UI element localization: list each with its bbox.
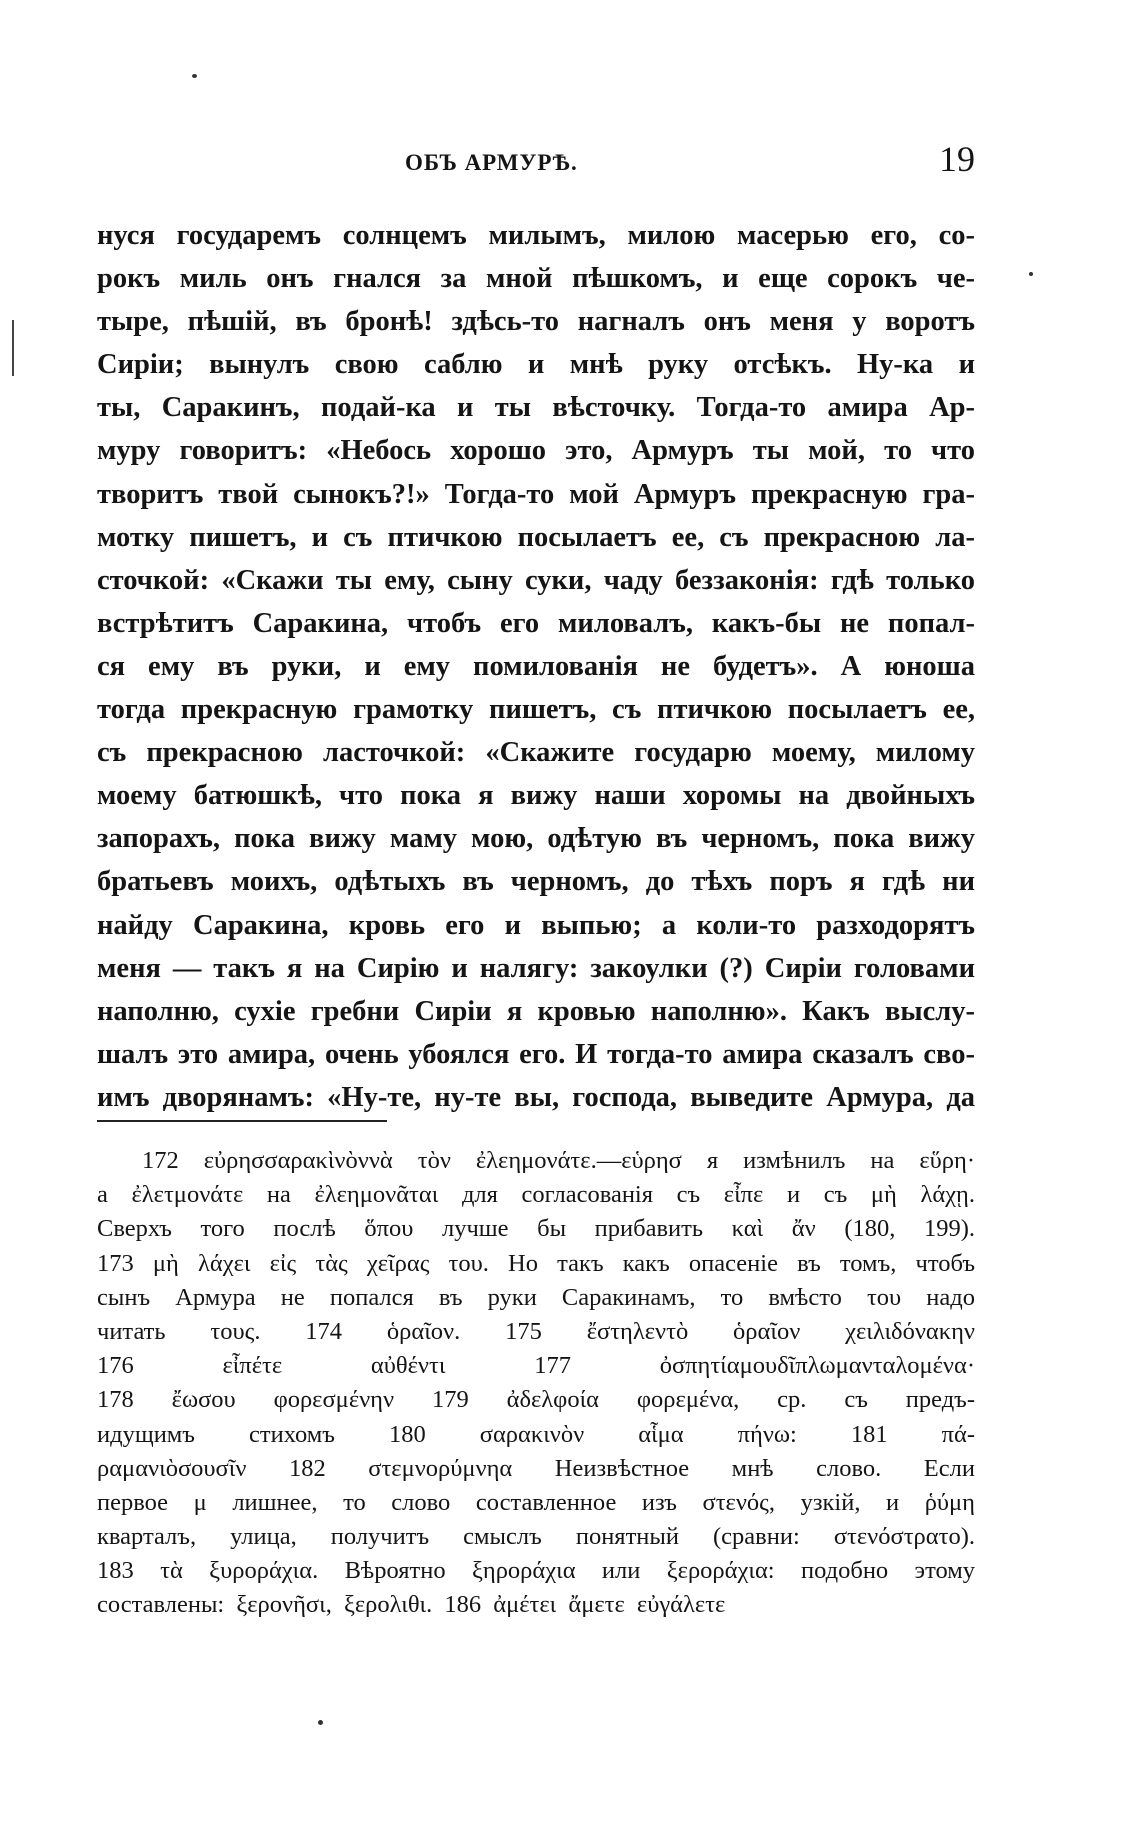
running-head: ОБЪ АРМУРѢ.	[405, 150, 578, 175]
footnote-line: читать τους. 174 ὁραῖον. 175 ἔστηλεντὸ ὁραῖον χειλιδόνακην	[97, 1317, 975, 1345]
text-line: шалъ это амира, очень убоялся его. И тогда-то амира сказалъ сво-	[97, 1038, 975, 1070]
footnote-line: 178 ἔωσου φορεσμένην 179 ἀδελφοία φορεμένα, ср. съ предъ-	[97, 1386, 975, 1414]
footnote-line: кварталъ, улица, получитъ смыслъ понятный (сравни: στενόστρατο).	[97, 1523, 975, 1551]
text-line: тогда прекрасную грамотку пишетъ, съ птичкою посылаетъ ее,	[97, 694, 975, 726]
text-line: рокъ миль онъ гнался за мной пѣшкомъ, и еще сорокъ че-	[97, 263, 975, 295]
footnote-line: 183 τὰ ξυροράχια. Вѣроятно ξηροράχια или ξεροράχια: подобно этому	[97, 1557, 975, 1585]
footnote-line: 172 εὐρησσαρακὶνὸννὰ τὸν ἐλεημονάτε.—εὑρησ я измѣнилъ на εὕρη·	[142, 1147, 975, 1174]
text-line: творитъ твой сынокъ?!» Тогда-то мой Армуръ прекрасную гра-	[97, 478, 975, 510]
footnote-line: 173 μὴ λάχει εἰς τὰς χεῖρας του. Но такъ какъ опасеніе въ томъ, чтобъ	[97, 1249, 975, 1277]
footnote-line: составлены: ξερονῆσι, ξερολιθι. 186 ἀμέτει ἄμετε εὐγάλετε	[97, 1591, 726, 1619]
text-line: наполню, сухіе гребни Сиріи я кровью наполню». Какъ выслу-	[97, 995, 975, 1027]
page-header	[97, 138, 975, 188]
footnote-line: сынъ Армура не попался въ руки Саракинамъ, то вмѣсто του надо	[97, 1283, 975, 1311]
text-line: сточкой: «Скажи ты ему, сыну суки, чаду беззаконія: гдѣ только	[97, 564, 975, 596]
footnote-divider	[97, 1120, 387, 1122]
footnote-line: идущимъ стихомъ 180 σαρακινὸν αἷμα πήνω: 181 πά-	[97, 1420, 975, 1448]
footnote-line: первое μ лишнее, то слово составленное изъ στενός, узкій, и ῥύμη	[97, 1488, 975, 1516]
ink-speck-top	[192, 74, 197, 78]
text-line: найду Саракина, кровь его и выпью; а коли-то разходорятъ	[97, 909, 975, 941]
text-line: съ прекрасною ласточкой: «Скажите государю моему, милому	[97, 737, 975, 769]
main-text	[97, 214, 975, 1119]
text-line: мотку пишетъ, и съ птичкою посылаетъ ее, съ прекрасною ла-	[97, 521, 975, 553]
text-line: имъ дворянамъ: «Ну-те, ну-те вы, господа, выведите Армура, да	[97, 1081, 975, 1113]
footnote-line: ραμανιὸσουσῖν 182 στεμνορύμνηα Неизвѣстное мнѣ слово. Если	[97, 1454, 975, 1482]
ink-speck-right	[1029, 272, 1033, 276]
text-line: муру говоритъ: «Небось хорошо это, Армуръ ты мой, то что	[97, 435, 975, 467]
ink-speck-bottom	[318, 1720, 323, 1725]
margin-mark	[12, 320, 14, 376]
footnotes	[97, 1144, 975, 1623]
footnote-line: Сверхъ того послѣ ὅπου лучше бы прибавить καὶ ἄν (180, 199).	[97, 1215, 975, 1243]
text-line: нуся государемъ солнцемъ милымъ, милою масерью его, со-	[97, 220, 975, 251]
page-number: 19	[939, 139, 975, 179]
text-line: моему батюшкѣ, что пока я вижу наши хоромы на двойныхъ	[97, 780, 975, 812]
text-line: тыре, пѣшій, въ бронѣ! здѣсь-то нагналъ онъ меня у воротъ	[97, 306, 975, 338]
text-line: встрѣтитъ Саракина, чтобъ его миловалъ, какъ-бы не попал-	[97, 607, 975, 639]
text-line: Сиріи; вынулъ свою саблю и мнѣ руку отсѣкъ. Ну-ка и	[97, 349, 975, 381]
footnote-line: а ἐλετμονάτε на ἐλεημονᾶται для согласованія съ εἶπε и съ μὴ λάχῃ.	[97, 1181, 975, 1209]
text-line: меня — такъ я на Сирію и налягу: закоулки (?) Сиріи головами	[97, 952, 975, 984]
text-line: запорахъ, пока вижу маму мою, одѣтую въ черномъ, пока вижу	[97, 823, 975, 855]
text-line: ся ему въ руки, и ему помилованія не будетъ». А юноша	[97, 650, 975, 682]
text-line: ты, Саракинъ, подай-ка и ты вѣсточку. Тогда-то амира Ар-	[97, 392, 975, 424]
text-line: братьевъ моихъ, одѣтыхъ въ черномъ, до тѣхъ поръ я гдѣ ни	[97, 866, 975, 898]
footnote-line: 176 εἶπέτε αὐθέντι 177 ὀσπητίαμουδῖπλωμανταλομένα·	[97, 1352, 975, 1380]
